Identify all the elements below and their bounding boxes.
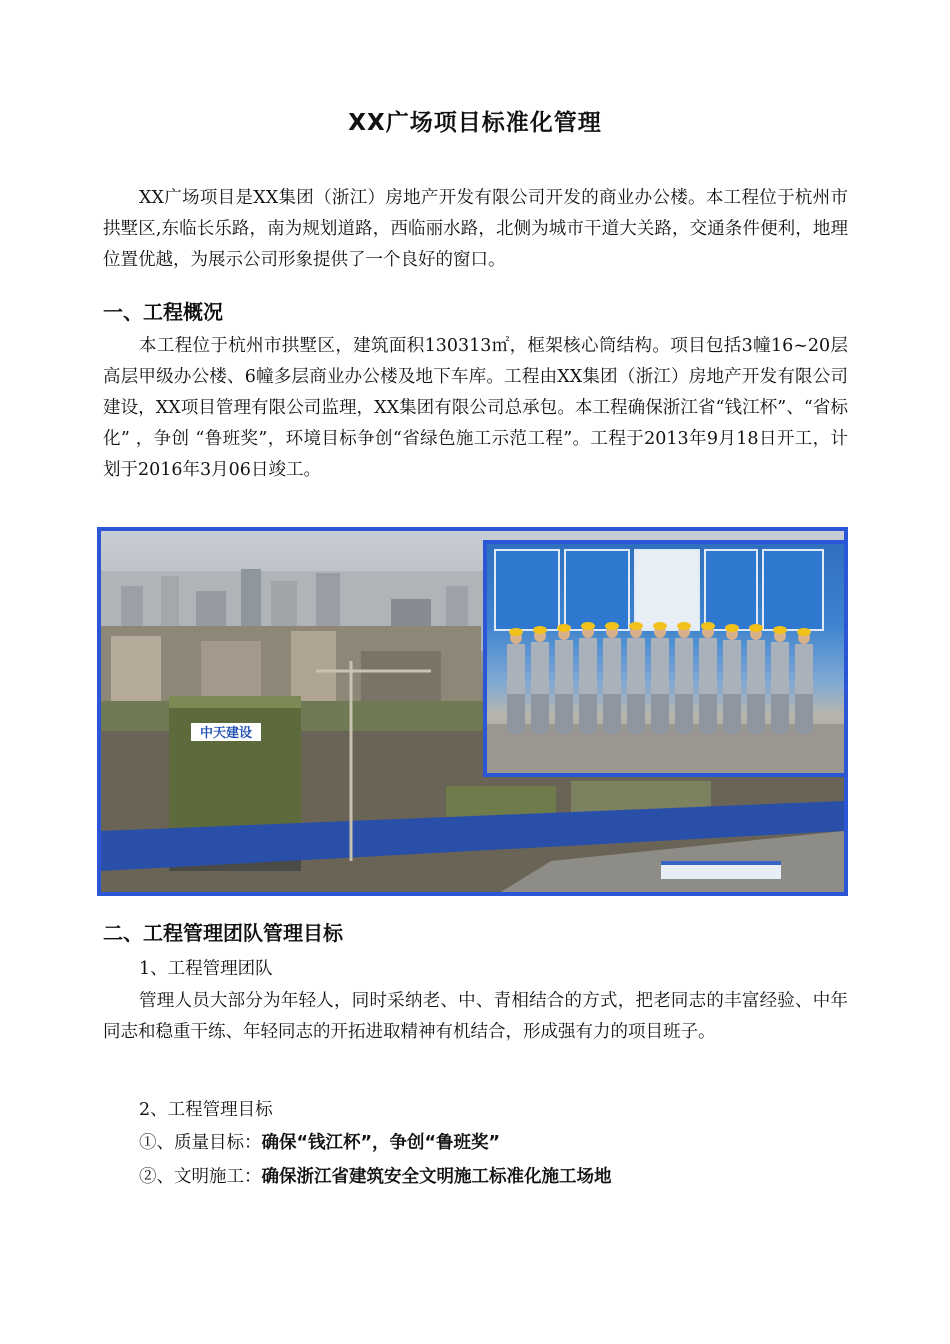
team-photo-illustration (487, 544, 844, 773)
section-1-paragraph (103, 331, 848, 486)
goal-quality-value: 确保“钱江杯”，争创“鲁班奖” (261, 1133, 501, 1153)
sub-heading-goals: 2、工程管理目标 (139, 1100, 273, 1120)
sub-heading-team: 1、工程管理团队 (139, 959, 273, 979)
goal-civilized-construction (139, 1163, 612, 1188)
team-photo (483, 540, 848, 777)
intro-paragraph (103, 183, 848, 276)
team-paragraph (103, 986, 848, 1048)
section-2-heading: 二、工程管理团队管理目标 (103, 921, 343, 945)
document-title: XX广场项目标准化管理 (348, 110, 602, 136)
section-1-text: 本工程位于杭州市拱墅区，建筑面积130313㎡，框架核心筒结构。项目包括3幢16~20层高层甲级办公楼、6幢多层商业办公楼及地下车库。工程由XX集团（浙江）房地产开发有限公司建设，XX项目管理有限公司监理，XX集团有限公司总承包。本工程确保浙江省“钱江杯”、“省标化” ，争创 “鲁班奖”，环境目标争创“省绿色施工示范工程”。工程于2013年9月18日开工，计划于2016年3月06日竣工。 (103, 336, 848, 480)
goal-quality (139, 1129, 500, 1154)
goal-civilized-label: ②、文明施工： (139, 1167, 262, 1187)
section-1-heading: 一、工程概况 (103, 300, 223, 324)
building-sign-text: 中天建设 (199, 726, 253, 741)
team-text: 管理人员大部分为年轻人，同时采纳老、中、青相结合的方式，把老同志的丰富经验、中年同志和稳重干练、年轻同志的开拓进取精神有机结合，形成强有力的项目班子。 (103, 991, 848, 1042)
goal-civilized-value: 确保浙江省建筑安全文明施工标准化施工场地 (261, 1167, 612, 1187)
intro-text: XX广场项目是XX集团（浙江）房地产开发有限公司开发的商业办公楼。本工程位于杭州市拱墅区,东临长乐路，南为规划道路，西临丽水路，北侧为城市干道大关路，交通条件便利，地理位置优越，为展示公司形象提供了一个良好的窗口。 (103, 188, 848, 270)
goal-quality-label: ①、质量目标： (139, 1133, 262, 1153)
